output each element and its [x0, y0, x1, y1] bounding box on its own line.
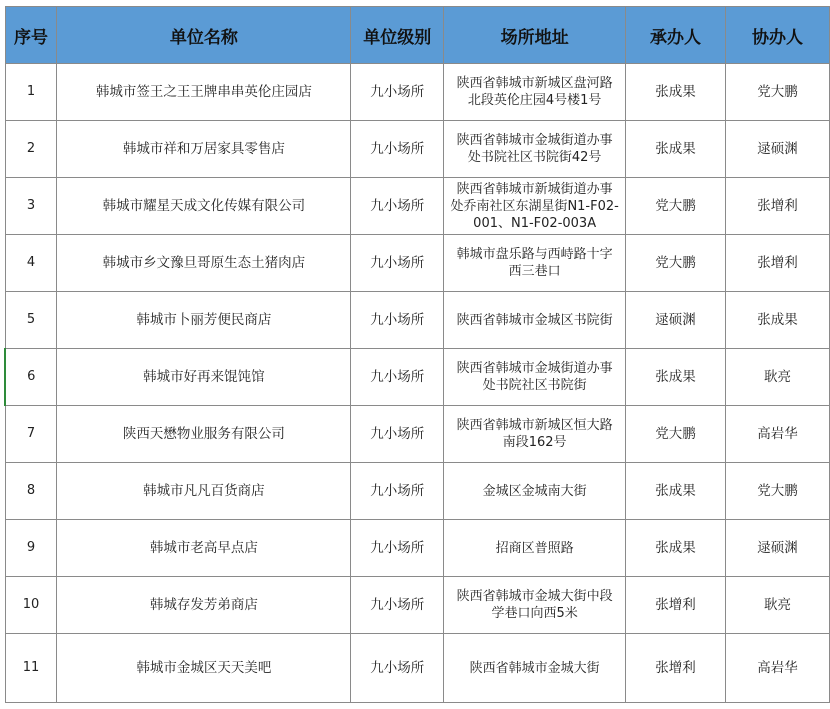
header-index[interactable]: 序号 [5, 7, 57, 64]
cell-index[interactable]: 9 [5, 520, 57, 577]
cell-unit-level[interactable]: 九小场所 [351, 463, 444, 520]
header-unit-level[interactable]: 单位级别 [351, 7, 444, 64]
cell-unit-name[interactable]: 韩城市老高早点店 [57, 520, 351, 577]
cell-unit-name[interactable]: 韩城市签王之王王牌串串英伦庄园店 [57, 64, 351, 121]
cell-host[interactable]: 张成果 [626, 121, 726, 178]
cell-assist[interactable]: 逯硕渊 [726, 520, 830, 577]
cell-index[interactable]: 11 [5, 634, 57, 703]
table-row [5, 520, 830, 577]
table-row [5, 349, 830, 406]
cell-host[interactable]: 逯硕渊 [626, 292, 726, 349]
table-row [5, 121, 830, 178]
table-row [5, 235, 830, 292]
cell-index[interactable]: 2 [5, 121, 57, 178]
cell-unit-name[interactable]: 韩城市乡文豫旦哥原生态土猪肉店 [57, 235, 351, 292]
cell-unit-level[interactable]: 九小场所 [351, 178, 444, 235]
cell-index[interactable]: 7 [5, 406, 57, 463]
table-row [5, 64, 830, 121]
cell-address[interactable]: 韩城市盘乐路与西峙路十字西三巷口 [444, 235, 626, 292]
cell-unit-level[interactable]: 九小场所 [351, 349, 444, 406]
cell-assist[interactable]: 耿亮 [726, 349, 830, 406]
cell-address[interactable]: 陕西省韩城市金城街道办事处书院社区书院街42号 [444, 121, 626, 178]
cell-index[interactable]: 4 [5, 235, 57, 292]
header-unit-name[interactable]: 单位名称 [57, 7, 351, 64]
cell-unit-name[interactable]: 韩城市祥和万居家具零售店 [57, 121, 351, 178]
cell-address[interactable]: 陕西省韩城市金城街道办事处书院社区书院街 [444, 349, 626, 406]
cell-index[interactable]: 1 [5, 64, 57, 121]
cell-address[interactable]: 陕西省韩城市新城区恒大路南段162号 [444, 406, 626, 463]
cell-unit-level[interactable]: 九小场所 [351, 520, 444, 577]
cell-unit-name[interactable]: 韩城市耀星天成文化传媒有限公司 [57, 178, 351, 235]
cell-unit-level[interactable]: 九小场所 [351, 292, 444, 349]
cell-assist[interactable]: 党大鹏 [726, 463, 830, 520]
cell-assist[interactable]: 党大鹏 [726, 64, 830, 121]
table-row [5, 406, 830, 463]
cell-unit-name[interactable]: 韩城市金城区天天美吧 [57, 634, 351, 703]
cell-host[interactable]: 党大鹏 [626, 406, 726, 463]
header-assist[interactable]: 协办人 [726, 7, 830, 64]
cell-index[interactable]: 6 [5, 349, 57, 406]
cell-unit-level[interactable]: 九小场所 [351, 577, 444, 634]
table-row [5, 463, 830, 520]
table-row [5, 292, 830, 349]
cell-assist[interactable]: 逯硕渊 [726, 121, 830, 178]
unit-table [4, 6, 830, 703]
cell-address[interactable]: 陕西省韩城市金城大街 [444, 634, 626, 703]
cell-unit-level[interactable]: 九小场所 [351, 64, 444, 121]
cell-assist[interactable]: 高岩华 [726, 406, 830, 463]
cell-address[interactable]: 陕西省韩城市新城区盘河路北段英伦庄园4号楼1号 [444, 64, 626, 121]
cell-host[interactable]: 党大鹏 [626, 178, 726, 235]
cell-unit-level[interactable]: 九小场所 [351, 121, 444, 178]
table-row [5, 178, 830, 235]
table-row [5, 577, 830, 634]
cell-unit-name[interactable]: 陕西天懋物业服务有限公司 [57, 406, 351, 463]
cell-host[interactable]: 张成果 [626, 349, 726, 406]
cell-host[interactable]: 张增利 [626, 634, 726, 703]
header-host[interactable]: 承办人 [626, 7, 726, 64]
cell-index[interactable]: 8 [5, 463, 57, 520]
cell-unit-level[interactable]: 九小场所 [351, 634, 444, 703]
cell-address[interactable]: 陕西省韩城市金城区书院街 [444, 292, 626, 349]
table-row [5, 634, 830, 703]
cell-unit-name[interactable]: 韩城市好再来馄饨馆 [57, 349, 351, 406]
cell-unit-name[interactable]: 韩城市卜丽芳便民商店 [57, 292, 351, 349]
cell-unit-name[interactable]: 韩城存发芳弟商店 [57, 577, 351, 634]
cell-unit-level[interactable]: 九小场所 [351, 406, 444, 463]
cell-assist[interactable]: 张增利 [726, 235, 830, 292]
cell-host[interactable]: 张增利 [626, 577, 726, 634]
cell-unit-name[interactable]: 韩城市凡凡百货商店 [57, 463, 351, 520]
cell-host[interactable]: 党大鹏 [626, 235, 726, 292]
cell-index[interactable]: 10 [5, 577, 57, 634]
cell-assist[interactable]: 高岩华 [726, 634, 830, 703]
cell-assist[interactable]: 张成果 [726, 292, 830, 349]
header-row [5, 7, 830, 64]
cell-unit-level[interactable]: 九小场所 [351, 235, 444, 292]
cell-address[interactable]: 陕西省韩城市新城街道办事处乔南社区东湖星街N1-F02-001、N1-F02-003A [444, 178, 626, 235]
cell-address[interactable]: 招商区普照路 [444, 520, 626, 577]
cell-assist[interactable]: 张增利 [726, 178, 830, 235]
cell-address[interactable]: 陕西省韩城市金城大街中段学巷口向西5米 [444, 577, 626, 634]
cell-index[interactable]: 3 [5, 178, 57, 235]
cell-assist[interactable]: 耿亮 [726, 577, 830, 634]
cell-host[interactable]: 张成果 [626, 463, 726, 520]
cell-host[interactable]: 张成果 [626, 64, 726, 121]
header-address[interactable]: 场所地址 [444, 7, 626, 64]
cell-address[interactable]: 金城区金城南大街 [444, 463, 626, 520]
cell-index[interactable]: 5 [5, 292, 57, 349]
cell-host[interactable]: 张成果 [626, 520, 726, 577]
